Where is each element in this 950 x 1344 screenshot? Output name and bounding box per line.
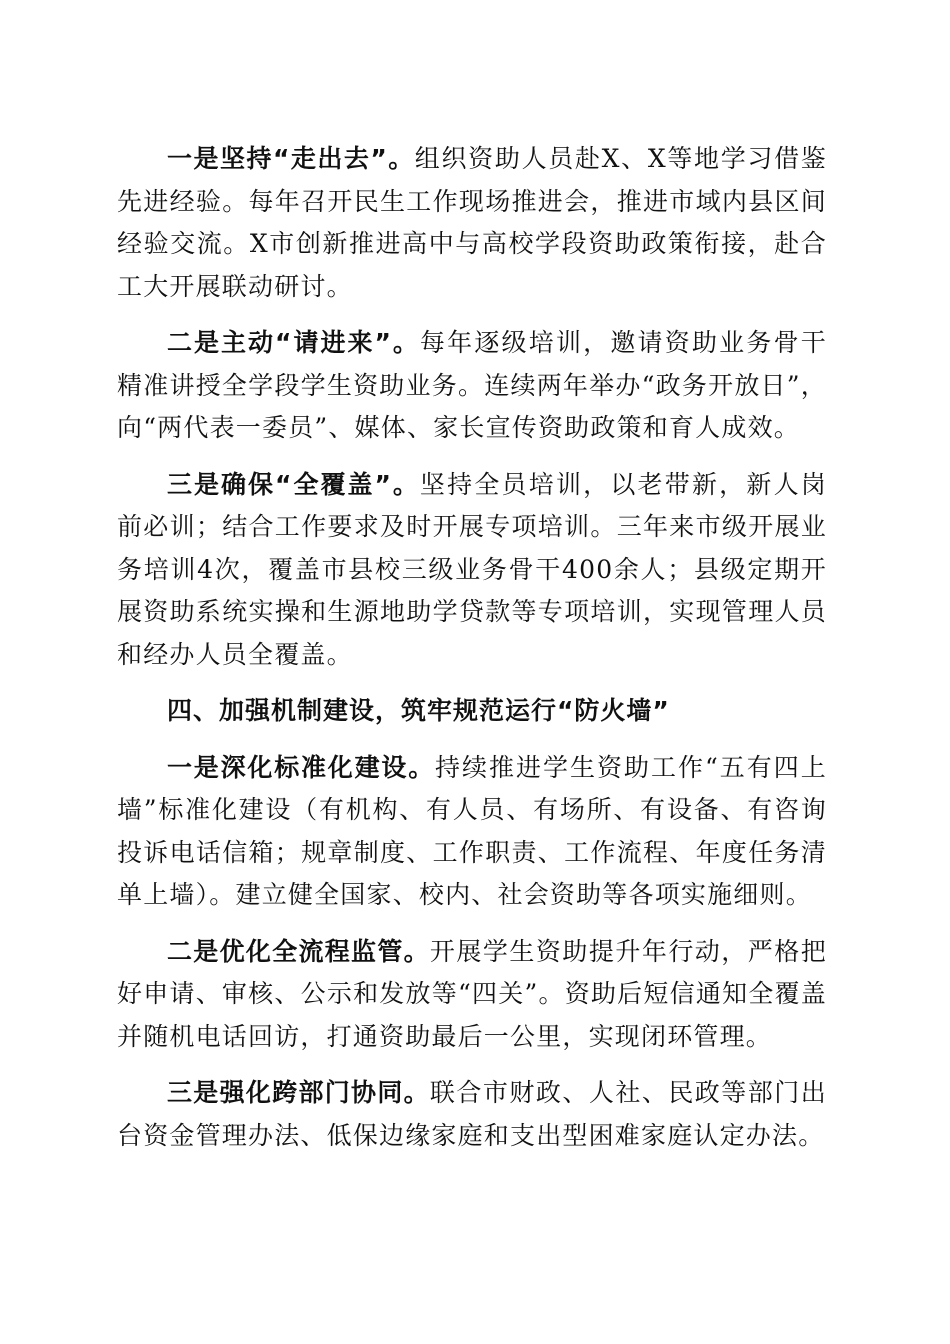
paragraph-lead: 三是确保“全覆盖”。 bbox=[167, 469, 420, 499]
paragraph-lead: 二是主动“请进来”。 bbox=[167, 328, 420, 357]
paragraph-invite-in bbox=[117, 322, 827, 450]
section-heading: 四、加强机制建设，筑牢规范运行“防火墙” bbox=[167, 696, 670, 725]
paragraph-body: 开展学生资助提升年行动，严格把好申请、审核、公示和发放等“四关”。资助后短信通知全覆盖并随机电话回访，打通资助最后一公里，实现闭环管理。 bbox=[117, 936, 827, 1051]
paragraph-lead: 二是优化全流程监管。 bbox=[167, 936, 430, 966]
paragraph-standardization bbox=[117, 747, 827, 917]
paragraph-body: 联合市财政、人社、民政等部门出台资金管理办法、低保边缘家庭和支出型困难家庭认定办法。 bbox=[117, 1078, 827, 1150]
paragraph-full-coverage bbox=[117, 464, 827, 677]
paragraph-cross-department bbox=[117, 1072, 827, 1157]
paragraph-process-supervision bbox=[117, 931, 827, 1059]
paragraph-lead: 三是强化跨部门协同。 bbox=[167, 1078, 430, 1107]
paragraph-body: 坚持全员培训，以老带新，新人岗前必训；结合工作要求及时开展专项培训。三年来市级开展业务培训4次，覆盖市县校三级业务骨干400余人；县级定期开展资助系统实操和生源地助学贷款等专项培训，实现管理人员和经办人员全覆盖。 bbox=[117, 469, 827, 669]
paragraph-body: 每年逐级培训，邀请资助业务骨干精准讲授全学段学生资助业务。连续两年举办“政务开放日”，向“两代表一委员”、媒体、家长宣传资助政策和育人成效。 bbox=[117, 328, 827, 442]
document-page bbox=[117, 138, 827, 1171]
paragraph-body: 持续推进学生资助工作“五有四上墙”标准化建设（有机构、有人员、有场所、有设备、有咨询投诉电话信箱；规章制度、工作职责、工作流程、年度任务清单上墙）。建立健全国家、校内、社会资助等各项实施细则。 bbox=[117, 752, 827, 909]
paragraph-lead: 一是深化标准化建设。 bbox=[167, 752, 435, 782]
paragraph-lead: 一是坚持“走出去”。 bbox=[167, 144, 415, 173]
paragraph-body: 组织资助人员赴X、X等地学习借鉴先进经验。每年召开民生工作现场推进会，推进市域内县区间经验交流。X市创新推进高中与高校学段资助政策衔接，赴合工大开展联动研讨。 bbox=[117, 144, 827, 301]
paragraph-go-out bbox=[117, 138, 827, 308]
